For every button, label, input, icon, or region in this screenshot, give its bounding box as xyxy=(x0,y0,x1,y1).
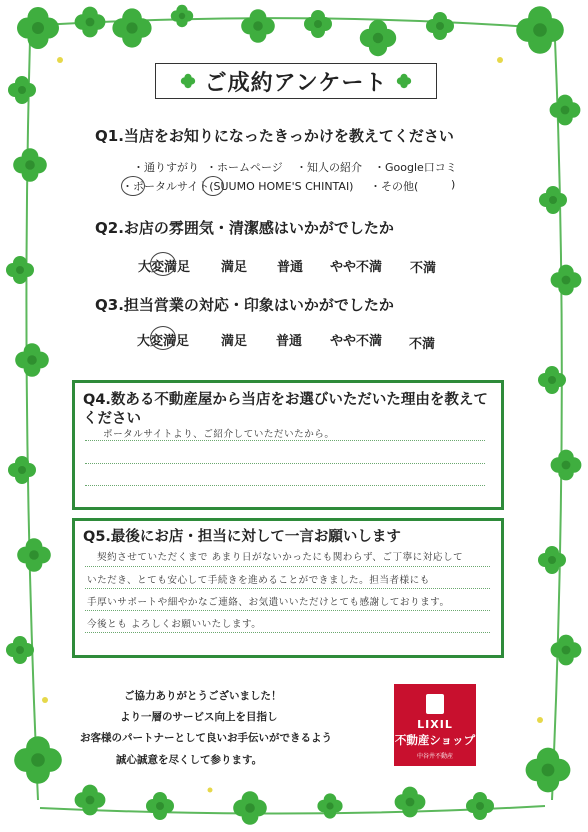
era-badge-icon xyxy=(426,694,444,714)
answer-line xyxy=(85,440,485,441)
q1-option-homepage[interactable]: ・ホームページ xyxy=(206,161,283,174)
title-banner xyxy=(155,63,437,99)
answer-line xyxy=(85,610,490,611)
q2-rating-neutral[interactable]: 普通 xyxy=(277,260,304,275)
q5-title: Q5.最後にお店・担当に対して一言お願いします xyxy=(83,529,401,545)
q5-answer-line4: 今後とも よろしくお願いいたします。 xyxy=(87,619,262,630)
clover-icon xyxy=(179,72,197,90)
q1-option-referral[interactable]: ・知人の紹介 xyxy=(296,161,362,174)
logo-company: 中谷井不動産 xyxy=(416,753,453,760)
answer-line xyxy=(85,463,485,464)
q2-rating-somewhat-dissatisfied[interactable]: やや不満 xyxy=(330,260,383,275)
q1-option-other[interactable]: ・その他( xyxy=(370,180,419,193)
q1-title: Q1.当店をお知りになったきっかけを教えてください xyxy=(95,127,454,145)
q2-rating-dissatisfied[interactable]: 不満 xyxy=(410,261,437,276)
selection-circle xyxy=(150,326,176,350)
answer-line xyxy=(85,588,490,589)
answer-line xyxy=(85,566,490,567)
lixil-logo xyxy=(394,684,476,766)
q1-option-google-reviews[interactable]: ・Google口コミ xyxy=(374,161,457,174)
q4-title-line2: ください xyxy=(83,411,141,427)
q5-answer-line3: 手厚いサポートや細やかなご連絡、お気遣いいただけとても感謝しております。 xyxy=(87,597,450,608)
q1-option-other-close: ) xyxy=(451,178,456,191)
selection-circle xyxy=(202,176,224,196)
q2-title: Q2.お店の雰囲気・清潔感はいかがでしたか xyxy=(95,219,394,237)
clover-icon xyxy=(395,72,413,90)
footer-thanks: ご協力ありがとうございました！ xyxy=(124,690,282,702)
q5-answer-line1: 契約させていただくまで あまり日がないかったにも関わらず、ご丁寧に対応して xyxy=(97,552,464,563)
q2-rating-satisfied[interactable]: 満足 xyxy=(221,260,248,275)
q3-rating-very-satisfied[interactable]: 大変満足 xyxy=(137,334,190,349)
selection-circle xyxy=(121,176,145,196)
q4-answer: ポータルサイトより、ご紹介していただいたから。 xyxy=(103,429,335,440)
q1-option-passing-by[interactable]: ・通りすがり xyxy=(133,161,199,174)
q4-box xyxy=(72,380,504,510)
answer-line xyxy=(85,485,485,486)
q5-answer-line2: いただき、とても安心して手続きを進めることができました。担当者様にも xyxy=(87,575,430,586)
page-title: ご成約アンケート xyxy=(204,70,388,96)
logo-shop-name: 不動産ショップ xyxy=(394,733,476,747)
q4-title-line1: Q4.数ある不動産屋から当店をお選びいただいた理由を教えて xyxy=(83,392,488,408)
footer-line3: お客様のパートナーとして良いお手伝いができるよう xyxy=(80,732,332,744)
footer-line2: より一層のサービス向上を目指し xyxy=(120,711,278,723)
q2-rating-very-satisfied[interactable]: 大変満足 xyxy=(138,260,191,275)
q5-box xyxy=(72,518,504,658)
q3-rating-somewhat-dissatisfied[interactable]: やや不満 xyxy=(330,334,383,349)
logo-brand: LIXIL xyxy=(417,718,453,731)
q1-option-portal-site[interactable]: ・ポータルサイト(SUUMO HOME'S CHINTAI) xyxy=(122,180,354,193)
q3-rating-neutral[interactable]: 普通 xyxy=(276,334,303,349)
q3-rating-satisfied[interactable]: 満足 xyxy=(221,334,248,349)
q3-rating-dissatisfied[interactable]: 不満 xyxy=(409,337,436,352)
q3-title: Q3.担当営業の対応・印象はいかがでしたか xyxy=(95,296,394,314)
selection-circle xyxy=(150,252,176,276)
footer-line4: 誠心誠意を尽くして参ります。 xyxy=(116,754,263,766)
answer-line xyxy=(85,632,490,633)
